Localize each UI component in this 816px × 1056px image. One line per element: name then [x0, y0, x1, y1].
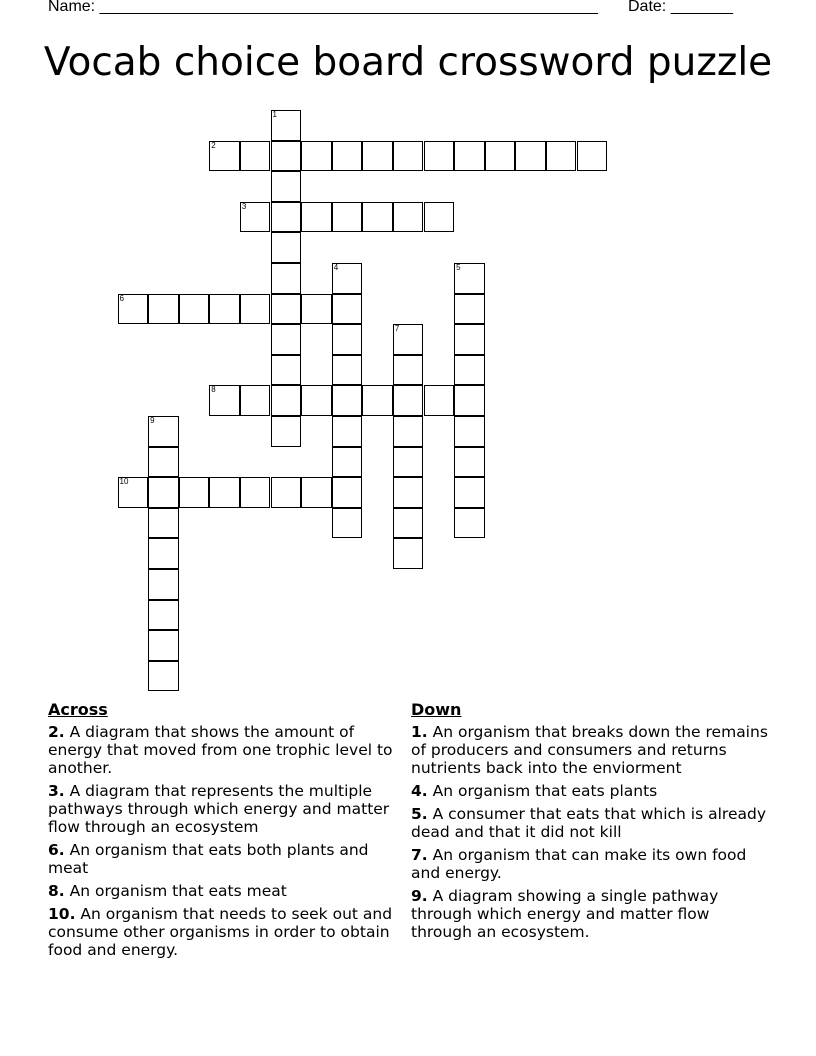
grid-cell[interactable]	[515, 141, 546, 172]
grid-cell[interactable]	[179, 477, 210, 508]
grid-cell[interactable]	[362, 141, 393, 172]
grid-cell[interactable]	[148, 447, 179, 478]
across-clue	[48, 882, 398, 900]
grid-cell[interactable]	[393, 416, 424, 447]
grid-cell[interactable]	[362, 385, 393, 416]
grid-cell[interactable]	[332, 385, 363, 416]
clue-number: 9	[150, 416, 155, 425]
grid-cell[interactable]	[148, 508, 179, 539]
down-clue	[411, 782, 771, 800]
grid-cell[interactable]	[271, 416, 302, 447]
grid-cell[interactable]	[424, 385, 455, 416]
grid-cell[interactable]	[393, 324, 424, 355]
grid-cell[interactable]	[393, 355, 424, 386]
grid-cell[interactable]	[332, 202, 363, 233]
grid-cell[interactable]	[393, 538, 424, 569]
across-clue	[48, 723, 398, 777]
grid-cell[interactable]	[148, 477, 179, 508]
down-heading: Down	[411, 700, 462, 719]
clue-text: A diagram showing a single pathway through which energy and matter flow through an ecosystem.	[411, 887, 719, 941]
clue-text: An organism that breaks down the remains of producers and consumers and returns nutrients back into the enviorment	[411, 723, 768, 777]
clue-text: An organism that can make its own food and energy.	[411, 846, 747, 882]
clue-number: 5	[456, 263, 461, 272]
clue-number: 10	[119, 477, 129, 487]
across-clue	[48, 782, 398, 836]
clue-text: An organism that eats both plants and meat	[48, 841, 369, 877]
clue-number: 4.	[411, 782, 428, 800]
grid-cell[interactable]	[332, 416, 363, 447]
grid-cell[interactable]	[148, 600, 179, 631]
page-title: Vocab choice board crossword puzzle	[43, 40, 773, 85]
grid-cell[interactable]	[148, 294, 179, 325]
grid-cell[interactable]	[148, 538, 179, 569]
grid-cell[interactable]	[148, 630, 179, 661]
grid-cell[interactable]	[424, 202, 455, 233]
across-clue	[48, 841, 398, 877]
clue-text: A diagram that shows the amount of energy that moved from one trophic level to another.	[48, 723, 393, 777]
clue-number: 5.	[411, 805, 428, 823]
clue-number: 6.	[48, 841, 65, 859]
grid-cell[interactable]	[393, 477, 424, 508]
grid-cell[interactable]	[332, 324, 363, 355]
grid-cell[interactable]	[454, 385, 485, 416]
clue-number: 2.	[48, 723, 65, 741]
grid-cell[interactable]	[301, 294, 332, 325]
grid-cell[interactable]	[454, 294, 485, 325]
grid-cell[interactable]	[301, 141, 332, 172]
grid-cell[interactable]	[332, 447, 363, 478]
grid-cell[interactable]	[454, 508, 485, 539]
grid-cell[interactable]	[271, 355, 302, 386]
clue-text: An organism that needs to seek out and consume other organisms in order to obtain food and energy.	[48, 905, 393, 959]
across-heading: Across	[48, 700, 108, 719]
clue-number: 3	[241, 201, 247, 211]
down-clues	[411, 701, 771, 946]
grid-cell[interactable]	[271, 110, 302, 141]
date-field[interactable]: Date: _______	[628, 0, 733, 15]
clue-number: 1.	[411, 723, 428, 741]
grid-cell[interactable]	[118, 477, 149, 508]
grid-cell[interactable]	[393, 447, 424, 478]
clue-number: 1	[272, 110, 277, 119]
grid-cell[interactable]	[118, 294, 149, 325]
grid-cell[interactable]	[332, 294, 363, 325]
grid-cell[interactable]	[240, 385, 271, 416]
grid-cell[interactable]	[148, 661, 179, 692]
grid-cell[interactable]	[424, 141, 455, 172]
clue-number: 10.	[48, 905, 76, 923]
grid-cell[interactable]	[209, 385, 240, 416]
grid-cell[interactable]	[209, 477, 240, 508]
grid-cell[interactable]	[454, 141, 485, 172]
grid-cell[interactable]	[454, 447, 485, 478]
grid-cell[interactable]	[485, 141, 516, 172]
grid-cell[interactable]	[148, 569, 179, 600]
grid-cell[interactable]	[179, 294, 210, 325]
grid-cell[interactable]	[454, 324, 485, 355]
clue-number: 3.	[48, 782, 65, 800]
down-clue-list	[411, 723, 771, 941]
clue-number: 7	[394, 324, 400, 334]
grid-cell[interactable]	[301, 477, 332, 508]
down-clue	[411, 846, 771, 882]
clue-text: An organism that eats plants	[427, 782, 658, 800]
grid-cell[interactable]	[546, 141, 577, 172]
grid-cell[interactable]	[271, 477, 302, 508]
grid-cell[interactable]	[454, 477, 485, 508]
grid-cell[interactable]	[332, 355, 363, 386]
grid-cell[interactable]	[209, 294, 240, 325]
grid-cell[interactable]	[332, 141, 363, 172]
grid-cell[interactable]	[301, 385, 332, 416]
name-field[interactable]: Name: ________________________________________________________	[48, 0, 598, 15]
grid-cell[interactable]	[454, 355, 485, 386]
grid-cell[interactable]	[454, 416, 485, 447]
clue-number: 4	[333, 263, 339, 272]
across-clue	[48, 905, 398, 959]
grid-cell[interactable]	[271, 232, 302, 263]
across-clues	[48, 701, 398, 964]
across-clue-list	[48, 723, 398, 959]
clue-number: 9.	[411, 887, 428, 905]
grid-cell[interactable]	[332, 508, 363, 539]
grid-cell[interactable]	[332, 477, 363, 508]
clue-text: A diagram that represents the multiple pathways through which energy and matter flow through an ecosystem	[48, 782, 390, 836]
grid-cell[interactable]	[393, 508, 424, 539]
grid-cell[interactable]	[393, 202, 424, 233]
grid-cell[interactable]	[393, 141, 424, 172]
grid-cell[interactable]	[271, 263, 302, 294]
grid-cell[interactable]	[454, 263, 485, 294]
clue-number: 8.	[48, 882, 65, 900]
grid-cell[interactable]	[393, 385, 424, 416]
grid-cell[interactable]	[301, 202, 332, 233]
grid-cell[interactable]	[271, 141, 302, 172]
grid-cell[interactable]	[240, 141, 271, 172]
grid-cell[interactable]	[148, 416, 179, 447]
clue-number: 2	[211, 140, 216, 150]
down-clue	[411, 887, 771, 941]
grid-cell[interactable]	[271, 385, 302, 416]
grid-cell[interactable]	[240, 294, 271, 325]
grid-cell[interactable]	[332, 263, 363, 294]
grid-cell[interactable]	[271, 324, 302, 355]
clue-number: 6	[119, 293, 124, 303]
grid-cell[interactable]	[362, 202, 393, 233]
grid-cell[interactable]	[577, 141, 608, 172]
grid-cell[interactable]	[209, 141, 240, 172]
clue-text: An organism that eats meat	[64, 882, 287, 900]
grid-cell[interactable]	[271, 171, 302, 202]
down-clue	[411, 805, 771, 841]
clue-text: A consumer that eats that which is already dead and that it did not kill	[411, 805, 767, 841]
grid-cell[interactable]	[271, 202, 302, 233]
grid-cell[interactable]	[240, 202, 271, 233]
grid-cell[interactable]	[271, 294, 302, 325]
down-clue	[411, 723, 771, 777]
grid-cell[interactable]	[240, 477, 271, 508]
clue-number: 7.	[411, 846, 428, 864]
clue-number: 8	[211, 385, 216, 395]
